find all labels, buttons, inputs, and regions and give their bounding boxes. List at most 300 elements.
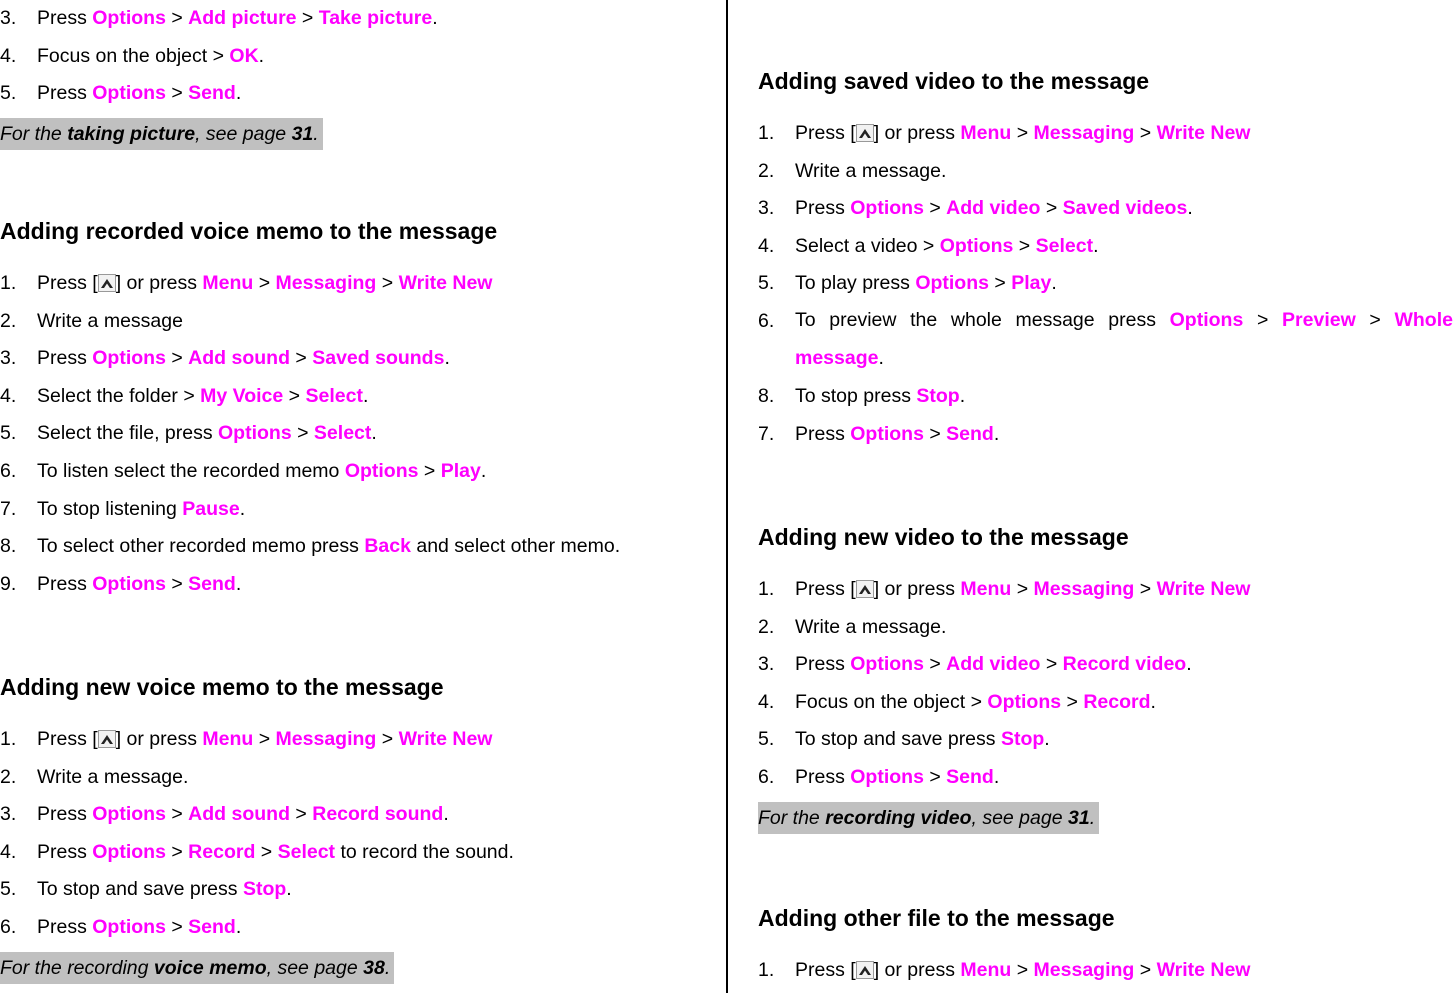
step-text	[795, 577, 1453, 615]
step-list	[0, 6, 720, 119]
instruction-step	[0, 534, 720, 572]
menu-path-label: Stop	[242, 878, 287, 901]
step-number: 2.	[758, 615, 775, 638]
step-fragment: Write a message.	[37, 765, 189, 788]
step-fragment: >	[1011, 122, 1034, 144]
step-number: 3.	[0, 803, 17, 826]
step-text	[795, 302, 1453, 384]
instruction-step	[758, 690, 1453, 728]
section-heading: Adding recorded voice memo to the message	[0, 218, 498, 244]
step-fragment: To select other recorded memo press	[37, 535, 365, 558]
step-fragment: Write a message.	[795, 159, 947, 182]
step-fragment: .	[432, 7, 438, 29]
step-number: 5.	[0, 82, 17, 105]
step-fragment: .	[362, 384, 369, 407]
menu-path-label: Saved videos	[1062, 197, 1188, 220]
instruction-step	[0, 572, 720, 610]
note-mid: , see page	[971, 806, 1068, 829]
step-number: 5.	[758, 728, 775, 751]
menu-path-label: Options	[92, 347, 166, 370]
step-fragment: Press	[37, 347, 93, 370]
step-fragment: ] or press	[873, 122, 961, 144]
step-number: 4.	[758, 690, 775, 713]
step-fragment: >	[1243, 309, 1283, 332]
step-fragment: >	[283, 384, 306, 407]
instruction-step	[758, 309, 1453, 384]
step-number: 9.	[0, 572, 17, 595]
menu-path-label: Preview	[1282, 309, 1356, 332]
step-text	[37, 6, 720, 44]
menu-path-label: Options	[915, 272, 989, 295]
instruction-step	[758, 577, 1453, 615]
step-number: 7.	[758, 422, 775, 445]
menu-path-label: Options	[92, 572, 166, 595]
step-fragment: >	[1011, 959, 1034, 981]
menu-path-label: Send	[946, 765, 994, 788]
step-text	[37, 421, 720, 459]
instruction-step	[0, 6, 720, 44]
menu-path-label: Options	[850, 422, 924, 445]
instruction-step	[0, 802, 720, 840]
step-number: 7.	[0, 497, 17, 520]
instruction-step	[0, 44, 720, 82]
step-number: 2.	[758, 159, 775, 182]
instruction-step	[0, 497, 720, 535]
step-fragment: Press	[37, 82, 93, 105]
step-fragment: .	[878, 346, 884, 369]
nav-key-icon	[856, 124, 874, 142]
section-heading: Adding new voice memo to the message	[0, 674, 444, 700]
menu-path-label: Messaging	[1033, 578, 1135, 600]
section-heading: Adding saved video to the message	[758, 68, 1150, 94]
menu-path-label: Add video	[946, 197, 1041, 220]
step-fragment: >	[1134, 578, 1157, 600]
instruction-step	[0, 384, 720, 422]
instruction-step	[0, 727, 720, 765]
step-text	[37, 384, 720, 422]
step-fragment: >	[376, 728, 399, 750]
step-fragment: To play press	[795, 272, 916, 295]
step-fragment: >	[923, 765, 947, 788]
step-text	[795, 615, 1453, 653]
menu-path-label: Menu	[202, 272, 254, 294]
step-number: 3.	[0, 347, 17, 370]
step-fragment: >	[165, 840, 189, 863]
step-fragment: .	[480, 459, 487, 482]
note-mid: , see page	[266, 956, 364, 979]
step-text	[795, 234, 1453, 272]
step-fragment: .	[444, 347, 450, 370]
step-fragment: >	[165, 347, 189, 370]
step-text	[37, 840, 720, 878]
step-fragment: >	[376, 272, 399, 294]
instruction-step	[758, 958, 1453, 996]
step-number: 6.	[758, 309, 775, 332]
step-list	[0, 271, 720, 609]
menu-path-label: Stop	[916, 384, 960, 407]
menu-path-label: Messaging	[1033, 122, 1135, 144]
section-new-video	[758, 522, 1453, 834]
note-mid: , see page	[195, 122, 292, 145]
step-fragment: .	[239, 497, 246, 520]
note-bold: recording video	[825, 806, 972, 829]
instruction-step	[758, 765, 1453, 803]
menu-path-label: Select	[313, 422, 372, 445]
step-fragment: to record the sound.	[335, 840, 514, 863]
step-fragment: >	[253, 728, 276, 750]
menu-path-label: Menu	[960, 578, 1012, 600]
menu-path-label: Options	[344, 459, 419, 482]
menu-path-label: Send	[188, 82, 236, 105]
step-text	[795, 690, 1453, 728]
step-text	[795, 652, 1453, 690]
step-fragment: Press [	[795, 122, 856, 144]
menu-path-label: Record	[1083, 690, 1151, 713]
note-post: .	[1089, 806, 1096, 829]
menu-path-label: My Voice	[200, 384, 284, 407]
instruction-step	[0, 81, 720, 119]
step-fragment: To stop and save press	[37, 878, 243, 901]
menu-path-label: Options	[1169, 309, 1244, 332]
step-number: 6.	[0, 459, 17, 482]
step-number: 5.	[0, 878, 17, 901]
step-text	[37, 81, 720, 119]
menu-path-label: Messaging	[275, 272, 377, 294]
step-text	[37, 534, 720, 572]
step-text	[795, 422, 1453, 460]
step-text	[37, 802, 720, 840]
step-fragment: ] or press	[115, 728, 203, 750]
step-fragment: To stop listening	[37, 497, 183, 520]
step-number: 1.	[0, 272, 17, 294]
step-number: 4.	[0, 840, 17, 863]
step-fragment: Press	[795, 422, 851, 445]
instruction-step	[758, 727, 1453, 765]
menu-path-label: Send	[188, 915, 236, 938]
step-list	[758, 121, 1453, 459]
menu-path-label: Options	[939, 234, 1014, 257]
step-fragment: >	[1355, 309, 1395, 332]
menu-path-label: Options	[218, 422, 292, 445]
step-fragment: .	[258, 44, 265, 67]
note-bold: voice memo	[153, 956, 267, 979]
column-divider	[726, 0, 728, 993]
step-fragment: >	[165, 572, 189, 595]
step-fragment: Select the file, press	[37, 422, 219, 445]
menu-path-label: Select	[1035, 234, 1094, 257]
step-fragment: >	[255, 840, 278, 863]
step-fragment: Select the folder >	[37, 384, 201, 407]
step-fragment: >	[291, 422, 314, 445]
step-fragment: To stop press	[795, 384, 917, 407]
step-text	[37, 346, 720, 384]
step-fragment: >	[418, 459, 441, 482]
menu-path-label: OK	[229, 44, 259, 67]
nav-key-icon	[856, 961, 874, 979]
step-fragment: >	[165, 82, 189, 105]
step-number: 8.	[0, 535, 17, 558]
step-fragment: >	[923, 653, 947, 676]
step-list	[0, 727, 720, 953]
menu-path-label: Add sound	[188, 347, 290, 370]
page-reference-note	[758, 802, 1099, 834]
menu-path-label: Whole message	[795, 309, 1453, 369]
step-fragment: .	[1093, 234, 1099, 257]
step-text	[37, 572, 720, 610]
step-fragment: Select a video >	[795, 234, 940, 257]
menu-path-label: Stop	[1000, 728, 1045, 751]
step-number: 3.	[758, 653, 775, 676]
step-fragment: >	[165, 7, 189, 29]
left-column	[0, 0, 720, 993]
step-number: 4.	[758, 234, 775, 257]
menu-path-label: Write New	[1156, 578, 1251, 600]
instruction-step	[758, 234, 1453, 272]
step-fragment: ] or press	[873, 578, 961, 600]
menu-path-label: Take picture	[318, 7, 433, 29]
step-number: 6.	[0, 915, 17, 938]
step-number: 6.	[758, 765, 775, 788]
step-fragment: ] or press	[115, 272, 203, 294]
instruction-step	[758, 121, 1453, 159]
menu-path-label: Write New	[1156, 122, 1251, 144]
menu-path-label: Options	[92, 840, 166, 863]
page-reference-note	[0, 118, 323, 150]
step-text	[37, 765, 720, 803]
menu-path-label: Options	[850, 765, 924, 788]
step-text	[37, 271, 720, 309]
step-fragment: >	[165, 915, 189, 938]
instruction-step	[758, 196, 1453, 234]
step-number: 1.	[758, 578, 775, 600]
instruction-step	[0, 915, 720, 953]
instruction-step	[0, 840, 720, 878]
step-text	[37, 915, 720, 953]
step-number: 5.	[0, 422, 17, 445]
step-fragment: .	[286, 878, 292, 901]
menu-path-label: Options	[850, 653, 924, 676]
step-fragment: >	[1011, 578, 1034, 600]
step-number: 4.	[0, 44, 17, 67]
menu-path-label: Add video	[946, 653, 1041, 676]
step-number: 1.	[758, 122, 775, 144]
step-number: 1.	[758, 959, 775, 981]
menu-path-label: Send	[188, 572, 236, 595]
step-fragment: Press [	[795, 578, 856, 600]
step-fragment: Press	[795, 765, 851, 788]
step-text	[37, 497, 720, 535]
instruction-step	[758, 422, 1453, 460]
step-text	[37, 44, 720, 82]
step-fragment: .	[1044, 728, 1050, 751]
step-fragment: Focus on the object >	[795, 690, 988, 713]
step-text	[795, 958, 1453, 996]
step-number: 5.	[758, 272, 775, 295]
instruction-step	[0, 271, 720, 309]
menu-path-label: Add sound	[188, 803, 290, 826]
step-text	[795, 384, 1453, 422]
step-fragment: .	[993, 422, 1000, 445]
step-fragment: >	[290, 347, 313, 370]
step-fragment: Press	[37, 572, 93, 595]
menu-path-label: Options	[850, 197, 924, 220]
note-post: .	[384, 956, 391, 979]
step-fragment: >	[253, 272, 276, 294]
step-fragment: .	[1186, 653, 1192, 676]
instruction-step	[0, 877, 720, 915]
step-text	[37, 727, 720, 765]
step-fragment: >	[1134, 122, 1157, 144]
instruction-step	[0, 346, 720, 384]
step-fragment: >	[923, 422, 947, 445]
menu-path-label: Options	[92, 915, 166, 938]
note-post: .	[313, 122, 319, 145]
menu-path-label: Messaging	[275, 728, 377, 750]
step-fragment: Press	[795, 197, 851, 220]
step-fragment: .	[443, 803, 449, 826]
note-page: 38	[363, 956, 385, 979]
instruction-step	[0, 459, 720, 497]
step-fragment: .	[235, 572, 242, 595]
menu-path-label: Options	[92, 7, 166, 29]
step-fragment: Write a message	[37, 309, 183, 332]
step-fragment: Press	[37, 7, 93, 29]
menu-path-label: Record	[188, 840, 256, 863]
instruction-step	[0, 309, 720, 347]
section-recorded-voice-memo	[0, 216, 720, 609]
step-fragment: Press [	[37, 272, 98, 294]
note-pre: For the	[758, 806, 826, 829]
menu-path-label: Menu	[960, 959, 1012, 981]
note-page: 31	[1067, 806, 1090, 829]
section-saved-video	[758, 66, 1453, 459]
menu-path-label: Play	[1011, 272, 1052, 295]
step-fragment: .	[959, 384, 966, 407]
top-steps	[0, 6, 720, 150]
nav-key-icon	[856, 580, 874, 598]
menu-path-label: Options	[987, 690, 1062, 713]
step-fragment: Press	[795, 653, 851, 676]
note-pre: For the	[0, 122, 68, 145]
instruction-step	[758, 159, 1453, 197]
step-fragment: Press [	[795, 959, 856, 981]
step-list	[758, 577, 1453, 803]
step-text	[795, 159, 1453, 197]
menu-path-label: Select	[305, 384, 363, 407]
menu-path-label: Record video	[1062, 653, 1187, 676]
step-fragment: Press	[37, 915, 93, 938]
step-text	[37, 309, 720, 347]
step-text	[37, 459, 720, 497]
instruction-step	[758, 384, 1453, 422]
menu-path-label: Messaging	[1033, 959, 1135, 981]
step-list	[758, 958, 1453, 996]
step-fragment: To stop and save press	[795, 728, 1001, 751]
step-fragment: >	[165, 803, 189, 826]
instruction-step	[0, 765, 720, 803]
step-fragment: >	[296, 7, 319, 29]
menu-path-label: Write New	[398, 272, 493, 294]
step-fragment: >	[1013, 234, 1036, 257]
menu-path-label: Add picture	[188, 7, 297, 29]
step-text	[795, 121, 1453, 159]
nav-key-icon	[98, 274, 116, 292]
step-fragment: >	[1134, 959, 1157, 981]
step-fragment: To preview the whole message press	[795, 309, 1170, 332]
step-fragment: >	[1040, 653, 1063, 676]
step-number: 4.	[0, 384, 17, 407]
section-new-voice-memo	[0, 672, 720, 984]
step-number: 3.	[0, 7, 17, 29]
menu-path-label: Options	[92, 803, 166, 826]
step-fragment: .	[235, 915, 242, 938]
menu-path-label: Menu	[202, 728, 254, 750]
step-fragment: .	[235, 82, 242, 105]
step-fragment: >	[1040, 197, 1063, 220]
nav-key-icon	[98, 730, 116, 748]
instruction-step	[758, 615, 1453, 653]
step-fragment: >	[1061, 690, 1084, 713]
step-fragment: .	[371, 422, 377, 445]
step-fragment: Focus on the object >	[37, 44, 230, 67]
menu-path-label: Write New	[398, 728, 493, 750]
step-text	[795, 727, 1453, 765]
step-number: 3.	[758, 197, 775, 220]
step-fragment: .	[993, 765, 1000, 788]
menu-path-label: Options	[92, 82, 166, 105]
section-heading: Adding new video to the message	[758, 524, 1129, 550]
step-fragment: Press [	[37, 728, 98, 750]
step-fragment: Press	[37, 803, 93, 826]
step-fragment: .	[1150, 690, 1156, 713]
menu-path-label: Select	[277, 840, 336, 863]
menu-path-label: Play	[440, 459, 481, 482]
step-fragment: Write a message.	[795, 615, 947, 638]
menu-path-label: Write New	[1156, 959, 1251, 981]
note-bold: taking picture	[67, 122, 196, 145]
menu-path-label: Record sound	[312, 803, 444, 826]
step-fragment: .	[1187, 197, 1193, 220]
section-heading: Adding other file to the message	[758, 905, 1115, 931]
note-page: 31	[291, 122, 314, 145]
step-text	[795, 196, 1453, 234]
menu-path-label: Menu	[960, 122, 1012, 144]
instruction-step	[0, 421, 720, 459]
menu-path-label: Pause	[182, 497, 240, 520]
step-fragment: >	[923, 197, 947, 220]
step-number: 2.	[0, 309, 17, 332]
page-reference-note	[0, 952, 394, 984]
step-number: 2.	[0, 765, 17, 788]
step-fragment: .	[1051, 272, 1057, 295]
step-fragment: Press	[37, 840, 93, 863]
step-fragment: >	[988, 272, 1012, 295]
step-number: 1.	[0, 728, 17, 750]
step-fragment: To listen select the recorded memo	[37, 459, 345, 482]
menu-path-label: Send	[946, 422, 994, 445]
instruction-step	[758, 652, 1453, 690]
note-pre: For the recording	[0, 956, 154, 979]
step-number: 8.	[758, 384, 775, 407]
step-fragment: >	[290, 803, 313, 826]
step-text	[795, 765, 1453, 803]
menu-path-label: Back	[364, 535, 411, 558]
step-fragment: ] or press	[873, 959, 961, 981]
menu-path-label: Saved sounds	[312, 347, 445, 370]
step-fragment: and select other memo.	[410, 535, 621, 558]
section-other-file	[758, 903, 1453, 996]
step-text	[37, 877, 720, 915]
